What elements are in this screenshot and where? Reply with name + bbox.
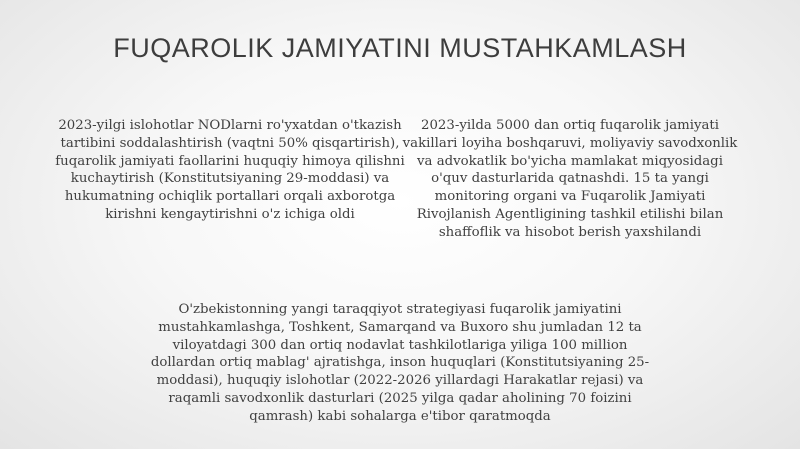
- left-paragraph: 2023-yilgi islohotlar NODlarni ro'yxatdan o'tkazish tartibini soddalashtirish (vaqtni 50% qisqartirish), fuqarolik jamiyati faollarini huquqiy himoya qilishni kuchaytirish (Konstitutsiyaning 29-moddasi) va hukumatning ochiqlik portallari orqali axborotga kirishni kengaytirishni o'z ichiga oldi: [55, 118, 405, 222]
- slide-title: FUQAROLIK JAMIYATINI MUSTAHKAMLASH: [113, 33, 687, 63]
- right-paragraph: 2023-yilda 5000 dan ortiq fuqarolik jamiyati vakillari loyiha boshqaruvi, moliyaviy savodxonlik va advokatlik bo'yicha mamlakat miqyosidagi o'quv dasturlarida qatnashdi. 15 ta yangi monitoring organi va Fuqarolik Jamiyati Rivojlanish Agentligining tashkil etilishi bilan shaffoflik va hisobot berish yaxshilandi: [402, 118, 738, 240]
- bottom-paragraph: O'zbekistonning yangi taraqqiyot strategiyasi fuqarolik jamiyatini mustahkamlashga, Toshkent, Samarqand va Buxoro shu jumladan 12 ta viloyatdagi 300 dan ortiq nodavlat tashkilotlariga yiliga 100 million dollardan ortiq mablag' ajratishga, inson huquqlari (Konstitutsiyaning 25-moddasi), huquqiy islohotlar (2022-2026 yillardagi Harakatlar rejasi) va raqamli savodxonlik dasturlari (2025 yilga qadar aholining 70 foizini qamrash) kabi sohalarga e'tibor qaratmoqda: [150, 302, 650, 424]
